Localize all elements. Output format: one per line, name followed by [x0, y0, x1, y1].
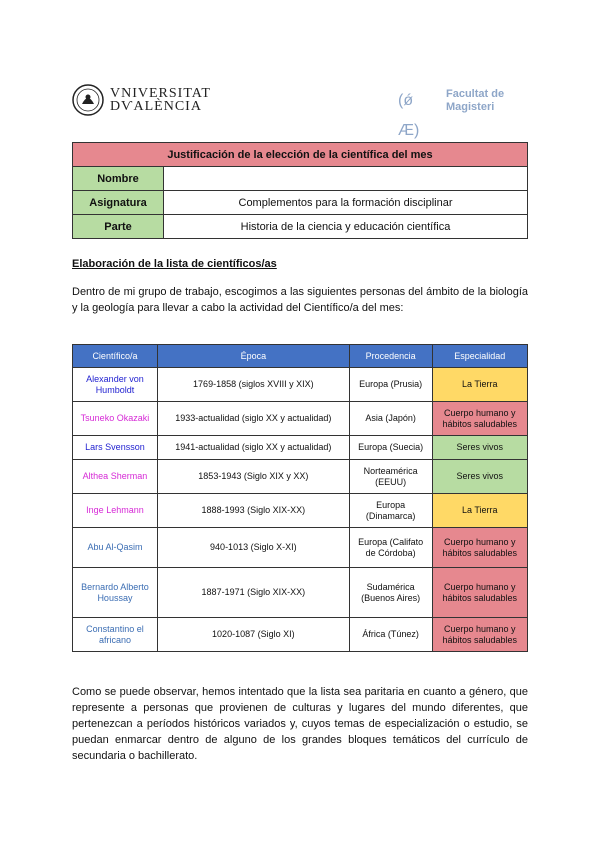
scientist-name: Abu Al-Qasim — [73, 528, 158, 568]
table-row — [73, 436, 528, 460]
especialidad-cell: Cuerpo humano y hábitos saludables — [432, 528, 527, 568]
faculty-emblem-icon: (ǿ Æ) — [398, 92, 420, 139]
scientist-name: Althea Sherman — [73, 460, 158, 494]
epoca-cell: 1887-1971 (Siglo XIX-XX) — [157, 568, 349, 618]
scientist-name: Bernardo Alberto Houssay — [73, 568, 158, 618]
table-row — [73, 460, 528, 494]
asignatura-value: Complementos para la formación disciplinar — [164, 191, 528, 215]
nombre-label: Nombre — [73, 167, 164, 191]
university-name-line1: VNIVERSITAT — [110, 86, 211, 101]
conclusion-paragraph: Como se puede observar, hemos intentado que la lista sea paritaria en cuanto a género, que represente a personas que provienen de culturas y lugares del mundo diferentes, que pertenezcan a períodos históricos variados y, cuyos temas de especialización o estudio, se puedan enmarcar dentro de alguno de los grandes bloques temáticos del currículo de secundaria o bachillerato. — [72, 686, 528, 762]
intro-paragraph: Dentro de mi grupo de trabajo, escogimos a las siguientes personas del ámbito de la biología y la geología para llevar a cabo la actividad del Científico/a del mes: — [72, 286, 528, 314]
header-table — [72, 142, 528, 239]
procedencia-cell: África (Túnez) — [349, 618, 432, 652]
faculty-name-line2: Magisteri — [446, 101, 495, 113]
faculty-name-line1: Facultat de — [446, 88, 505, 100]
col-header-cientifico: Científico/a — [73, 345, 158, 368]
epoca-cell: 1769-1858 (siglos XVIII y XIX) — [157, 368, 349, 402]
scientists-table — [72, 344, 528, 652]
procedencia-cell: Europa (Suecia) — [349, 436, 432, 460]
especialidad-cell: Cuerpo humano y hábitos saludables — [432, 402, 527, 436]
col-header-procedencia: Procedencia — [349, 345, 432, 368]
procedencia-cell: Asia (Japón) — [349, 402, 432, 436]
scientist-name: Lars Svensson — [73, 436, 158, 460]
col-header-especialidad: Especialidad — [432, 345, 527, 368]
university-name-line2: DѴALÈNCIA — [110, 99, 202, 114]
section-title: Elaboración de la lista de científicos/as — [72, 258, 277, 270]
table-row — [73, 368, 528, 402]
nombre-value — [164, 167, 528, 191]
especialidad-cell: Cuerpo humano y hábitos saludables — [432, 618, 527, 652]
table-row — [73, 402, 528, 436]
procedencia-cell: Europa (Prusia) — [349, 368, 432, 402]
epoca-cell: 1853-1943 (Siglo XIX y XX) — [157, 460, 349, 494]
scientist-name: Constantino el africano — [73, 618, 158, 652]
university-logo — [72, 84, 211, 116]
scientist-name: Inge Lehmann — [73, 494, 158, 528]
header-table-title: Justificación de la elección de la científica del mes — [73, 143, 528, 167]
table-header-row — [73, 345, 528, 368]
especialidad-cell: Seres vivos — [432, 436, 527, 460]
col-header-epoca: Época — [157, 345, 349, 368]
epoca-cell: 1888-1993 (Siglo XIX-XX) — [157, 494, 349, 528]
especialidad-cell: La Tierra — [432, 368, 527, 402]
epoca-cell: 1933-actualidad (siglo XX y actualidad) — [157, 402, 349, 436]
scientist-name: Tsuneko Okazaki — [73, 402, 158, 436]
especialidad-cell: Seres vivos — [432, 460, 527, 494]
especialidad-cell: Cuerpo humano y hábitos saludables — [432, 568, 527, 618]
table-row — [73, 568, 528, 618]
asignatura-label: Asignatura — [73, 191, 164, 215]
parte-value: Historia de la ciencia y educación científica — [164, 215, 528, 239]
table-row — [73, 494, 528, 528]
especialidad-cell: La Tierra — [432, 494, 527, 528]
procedencia-cell: Europa (Califato de Córdoba) — [349, 528, 432, 568]
epoca-cell: 1020-1087 (Siglo XI) — [157, 618, 349, 652]
faculty-logo — [398, 86, 505, 139]
table-row — [73, 618, 528, 652]
procedencia-cell: Sudamérica (Buenos Aires) — [349, 568, 432, 618]
table-row — [73, 528, 528, 568]
university-seal-icon — [72, 84, 104, 116]
parte-label: Parte — [73, 215, 164, 239]
epoca-cell: 940-1013 (Siglo X-XI) — [157, 528, 349, 568]
procedencia-cell: Norteamérica (EEUU) — [349, 460, 432, 494]
epoca-cell: 1941-actualidad (siglo XX y actualidad) — [157, 436, 349, 460]
procedencia-cell: Europa (Dinamarca) — [349, 494, 432, 528]
scientist-name: Alexander von Humboldt — [73, 368, 158, 402]
